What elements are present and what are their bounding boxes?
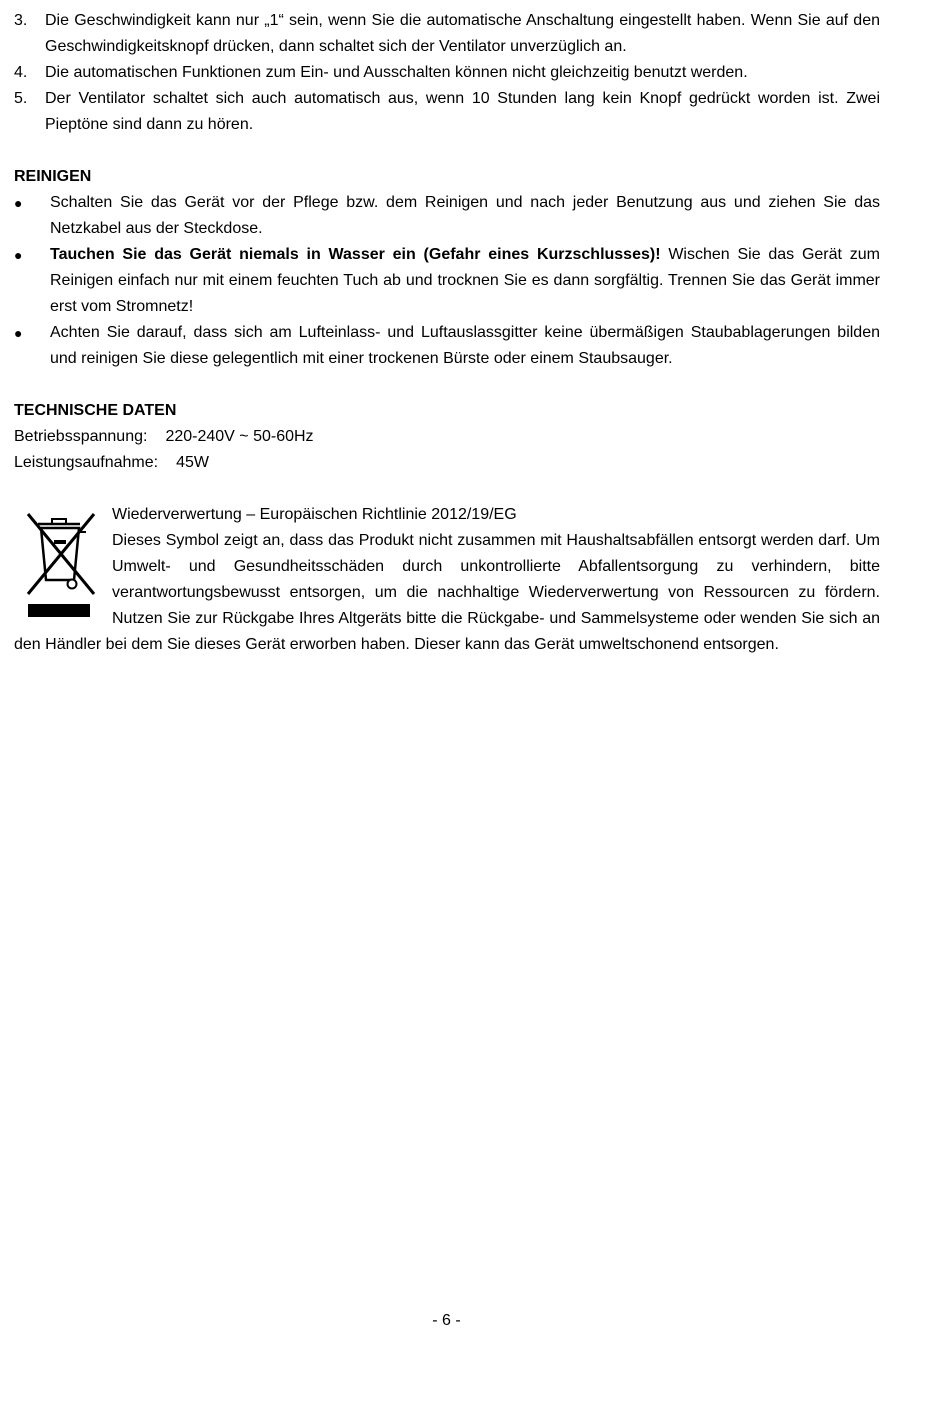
cleaning-heading: REINIGEN: [14, 168, 92, 185]
instruction-list-continued: [14, 8, 880, 138]
specs-heading: TECHNISCHE DATEN: [14, 402, 177, 419]
list-item-number: 5.: [14, 90, 28, 107]
list-item: [14, 190, 880, 242]
list-item-text: Der Ventilator schaltet sich auch automatisch aus, wenn 10 Stunden lang kein Knopf gedrückt worden ist. Zwei Pieptöne sind dann zu hören.: [45, 90, 880, 133]
warning-text: Tauchen Sie das Gerät niemals in Wasser ein (Gefahr eines Kurzschlusses)!: [50, 246, 661, 263]
list-item-text: Die Geschwindigkeit kann nur „1“ sein, wenn Sie die automatische Anschaltung eingestellt haben. Wenn Sie auf den Geschwindigkeitsknopf drücken, dann schaltet sich der Ventilator unverzüglich an.: [45, 12, 880, 55]
spec-power-label: Leistungsaufnahme:: [14, 454, 159, 471]
spec-voltage-row: [14, 424, 880, 450]
weee-text: Dieses Symbol zeigt an, dass das Produkt nicht zusammen mit Haushaltsabfällen entsorgt werden darf. Um Umwelt- und Gesundheitsschäden durch unkontrollierte Abfallentsorgung zu verhindern, bitte verantwortungsbewusst entsorgen, um die nachhaltige Wiederverwertung von Ressourcen zu fördern. Nutzen Sie zur Rückgabe Ihres Altgeräts bitte die Rückgabe- und Sammelsysteme oder wenden Sie sich an den Händler bei dem Sie dieses Gerät erworben haben. Dieser kann das Gerät umweltschonend entsorgen.: [14, 532, 880, 653]
spec-power-value: 45W: [176, 454, 210, 471]
page-number: - 6 -: [432, 1312, 461, 1329]
bullet-icon: ●: [14, 195, 23, 211]
crossed-out-wheelie-bin-icon: [14, 502, 110, 622]
spec-voltage-value: 220-240V ~ 50-60Hz: [165, 428, 314, 445]
list-item-text: Die automatischen Funktionen zum Ein- und Ausschalten können nicht gleichzeitig benutzt werden.: [45, 64, 748, 81]
list-item: [14, 242, 880, 320]
list-item: [14, 60, 880, 86]
document-page: [14, 8, 880, 658]
list-item-number: 4.: [14, 64, 28, 81]
list-item: [14, 86, 880, 138]
list-item: [14, 8, 880, 60]
weee-section: [14, 502, 880, 658]
list-item-text: Achten Sie darauf, dass sich am Lufteinlass- und Luftauslassgitter keine übermäßigen Staubablagerungen bilden und reinigen Sie diese gelegentlich mit einer trockenen Bürste oder einem Staubsauger.: [50, 324, 880, 367]
bullet-icon: ●: [14, 325, 23, 341]
spec-voltage-label: Betriebsspannung:: [14, 428, 148, 445]
list-item-text: Schalten Sie das Gerät vor der Pflege bzw. dem Reinigen und nach jeder Benutzung aus und ziehen Sie das Netzkabel aus der Steckdose.: [50, 194, 880, 237]
weee-title: Wiederverwertung – Europäischen Richtlinie 2012/19/EG: [112, 506, 517, 523]
list-item: [14, 320, 880, 372]
bullet-icon: ●: [14, 247, 23, 263]
list-item-text: Wischen Sie das Gerät zum Reinigen einfach nur mit einem feuchten Tuch ab und trocknen Sie es dann sorgfältig. Trennen Sie das Gerät immer erst vom Stromnetz!: [50, 246, 880, 315]
spec-power-row: [14, 450, 880, 476]
cleaning-list: [14, 190, 880, 372]
list-item-number: 3.: [14, 12, 28, 29]
